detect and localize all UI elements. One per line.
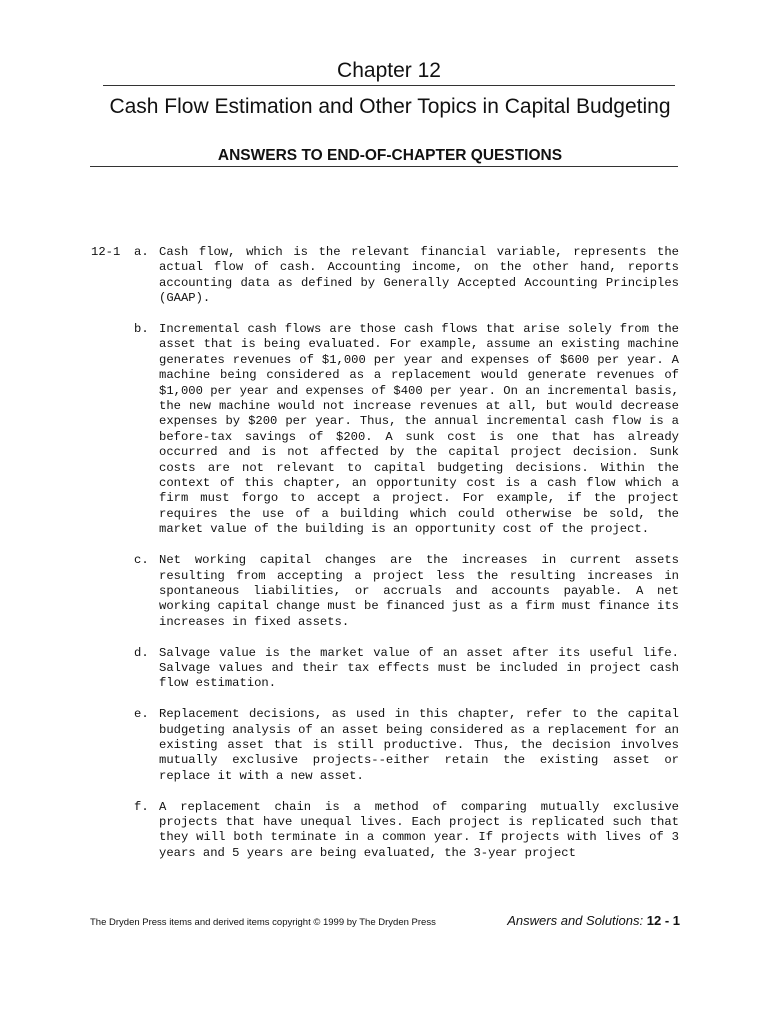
chapter-heading: Chapter 12 [337, 59, 441, 82]
heading-rule-bottom [90, 166, 678, 167]
chapter-title: Cash Flow Estimation and Other Topics in Capital Budgeting [109, 95, 671, 118]
answer-letter: d. [134, 645, 149, 660]
page-number: 12 - 1 [646, 913, 680, 928]
footer-section-label: Answers and Solutions: [507, 913, 644, 928]
answer-item-e [134, 707, 679, 784]
answer-text: A replacement chain is a method of comparing mutually exclusive projects that have unequal lives. Each project is replicated such that they will both terminate in a common year. If projects with lives of 3 years and 5 years are being evaluated, the 3-year project [159, 799, 679, 860]
answer-letter: e. [134, 707, 149, 722]
answer-letter: b. [134, 322, 149, 337]
answer-text: Replacement decisions, as used in this chapter, refer to the capital budgeting analysis of an asset being considered as a replacement for an existing asset that is still productive. Thus, the decision involves mutually exclusive projects--either retain the existing asset or replace it with a new asset. [159, 707, 679, 783]
answer-text: Incremental cash flows are those cash flows that arise solely from the asset that is being evaluated. For example, assume an existing machine generates revenues of $1,000 per year and expenses of $600 per year. A machine being considered as a replacement would generate revenues of $1,000 per year and expenses of $400 per year. On an incremental basis, the new machine would not increase revenues at all, but would decrease expenses by $200 per year. Thus, the annual incremental cash flow is a before-tax savings of $200. A sunk cost is one that has already occurred and is not affected by the capital project decision. Sunk costs are not relevant to capital budgeting decisions. Within the context of this chapter, an opportunity cost is a cash flow which a firm must forgo to accept a project. For example, if the project requires the use of a building which could otherwise be sold, the market value of the building is an opportunity cost of the project. [159, 322, 679, 537]
answer-letter: a. [134, 245, 149, 259]
section-subtitle: ANSWERS TO END-OF-CHAPTER QUESTIONS [217, 147, 563, 164]
answer-letter: f. [134, 799, 149, 814]
heading-rule-top [103, 85, 675, 86]
footer-copyright: The Dryden Press items and derived items copyright © 1999 by The Dryden Press [90, 917, 436, 928]
footer-page-label [507, 913, 680, 929]
answer-item-f [134, 800, 679, 862]
answer-item-d [134, 646, 679, 692]
answer-item-a [134, 245, 679, 307]
answer-text: Salvage value is the market value of an asset after its useful life. Salvage values and their tax effects must be included in project cash flow estimation. [159, 645, 679, 691]
answer-letter: c. [134, 553, 149, 568]
answer-item-b [134, 322, 679, 538]
answer-text: Cash flow, which is the relevant financial variable, represents the actual flow of cash. Accounting income, on the other hand, reports accounting data as defined by Generally Accepted Accounting Principles (GAAP). [159, 245, 679, 306]
answer-list [134, 245, 679, 877]
answer-item-c [134, 553, 679, 630]
answer-text: Net working capital changes are the increases in current assets resulting from accepting a project less the resulting increases in spontaneous liabilities, or accruals and accounts payable. A net working capital change must be financed just as a firm must finance its increases in fixed assets. [159, 553, 679, 629]
question-number: 12-1 [91, 245, 121, 259]
